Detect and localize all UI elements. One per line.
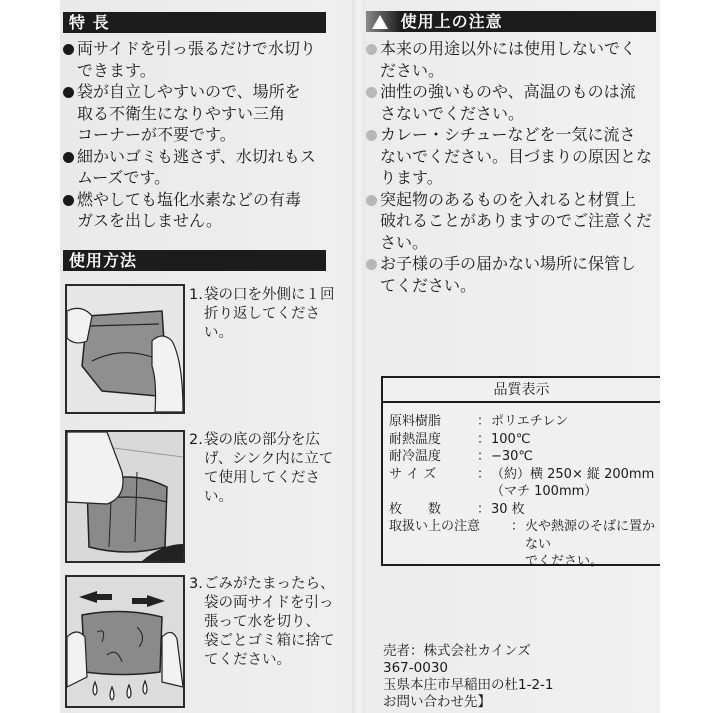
usage-step-2: 2. 袋の底の部分を広 げ、シンク内に立て て使用してください。	[189, 432, 334, 505]
bag-drain-illustration	[65, 575, 185, 708]
feature-item: 袋が自立しやすいので、場所を 取る不衛生になりやすい三角 コーナーが不要です。	[63, 81, 333, 146]
caution-item: お子様の手の届かない場所に保管し てください。	[366, 253, 661, 296]
quality-row-heat: 耐熱温度 ： 100℃	[389, 431, 531, 447]
seller-info	[383, 643, 623, 711]
features-title: 特 長	[69, 13, 110, 32]
seller-address: 玉県本庄市早稲田の杜1-2-1	[383, 677, 554, 693]
feature-item: 両サイドを引っ張るだけで水切り できます。	[63, 38, 333, 81]
quality-row-size-cont: （マチ 100mm）	[491, 484, 598, 499]
bullet-icon	[366, 44, 377, 55]
bag-fold-illustration	[65, 284, 185, 414]
step-number: 3.	[189, 576, 203, 592]
package-seam	[352, 0, 366, 713]
quality-rows	[383, 403, 660, 571]
usage-step-3: 3. ごみがたまったら、 袋の両サイドを引っ 張って水を切り、 袋ごとゴミ箱に捨て てください。	[189, 576, 335, 668]
page-margin	[660, 0, 713, 713]
quality-row-material: 原料樹脂 ： ポリエチレン	[389, 414, 569, 429]
caution-item: 油性の強いものや、高温のものは流 さないでください。	[366, 81, 661, 124]
caution-header	[366, 11, 656, 32]
bullet-icon	[366, 259, 377, 270]
quality-row-count: 枚 数 ： 30 枚	[389, 501, 525, 517]
features-list	[63, 38, 333, 232]
bag-in-sink-illustration	[65, 430, 185, 563]
bullet-icon	[63, 195, 74, 206]
quality-row-cold: 耐冷温度 ： −30℃	[389, 449, 534, 464]
quality-row-size: サ イ ズ ： （約）横 250× 縦 200mm	[389, 466, 655, 482]
seller-postal-code: 367-0030	[383, 660, 448, 676]
bullet-icon	[366, 195, 377, 206]
usage-step-1: 1. 袋の口を外側に１回 折り返してください。	[189, 287, 335, 341]
caution-item: 本来の用途以外には使用しないでく ださい。	[366, 38, 661, 81]
feature-item: 細かいゴミも逃さず、水切れもス ムーズです。	[63, 146, 333, 189]
bullet-icon	[366, 87, 377, 98]
bullet-icon	[63, 152, 74, 163]
bullet-icon	[63, 87, 74, 98]
quality-row-handling-cont: でください。	[525, 554, 604, 569]
caution-item: カレー・シチューなどを一気に流さ ないでください。目づまりの原因とな ります。	[366, 124, 661, 189]
bullet-icon	[366, 130, 377, 141]
seller-name: 売者：株式会社カインズ	[383, 643, 531, 659]
step-number: 1.	[189, 287, 203, 303]
features-header	[63, 12, 326, 33]
quality-title: 品質表示	[383, 378, 660, 403]
bullet-icon	[63, 44, 74, 55]
quality-label-box	[381, 376, 660, 569]
usage-title: 使用方法	[69, 251, 138, 270]
feature-item: 燃やしても塩化水素などの有毒 ガスを出しません。	[63, 189, 333, 232]
warning-triangle-icon	[372, 15, 388, 29]
caution-title: 使用上の注意	[400, 12, 503, 31]
step-number: 2.	[189, 432, 203, 448]
quality-row-handling: 取扱い上の注意 ： 火や熱源のそばに置かない	[389, 519, 656, 552]
seller-contact-label: お問い合わせ先】	[383, 694, 491, 710]
caution-item: 突起物のあるものを入れると材質上 破れることがありますのでご注意くだ さい。	[366, 189, 661, 254]
usage-header	[63, 250, 326, 271]
caution-list	[366, 38, 661, 296]
